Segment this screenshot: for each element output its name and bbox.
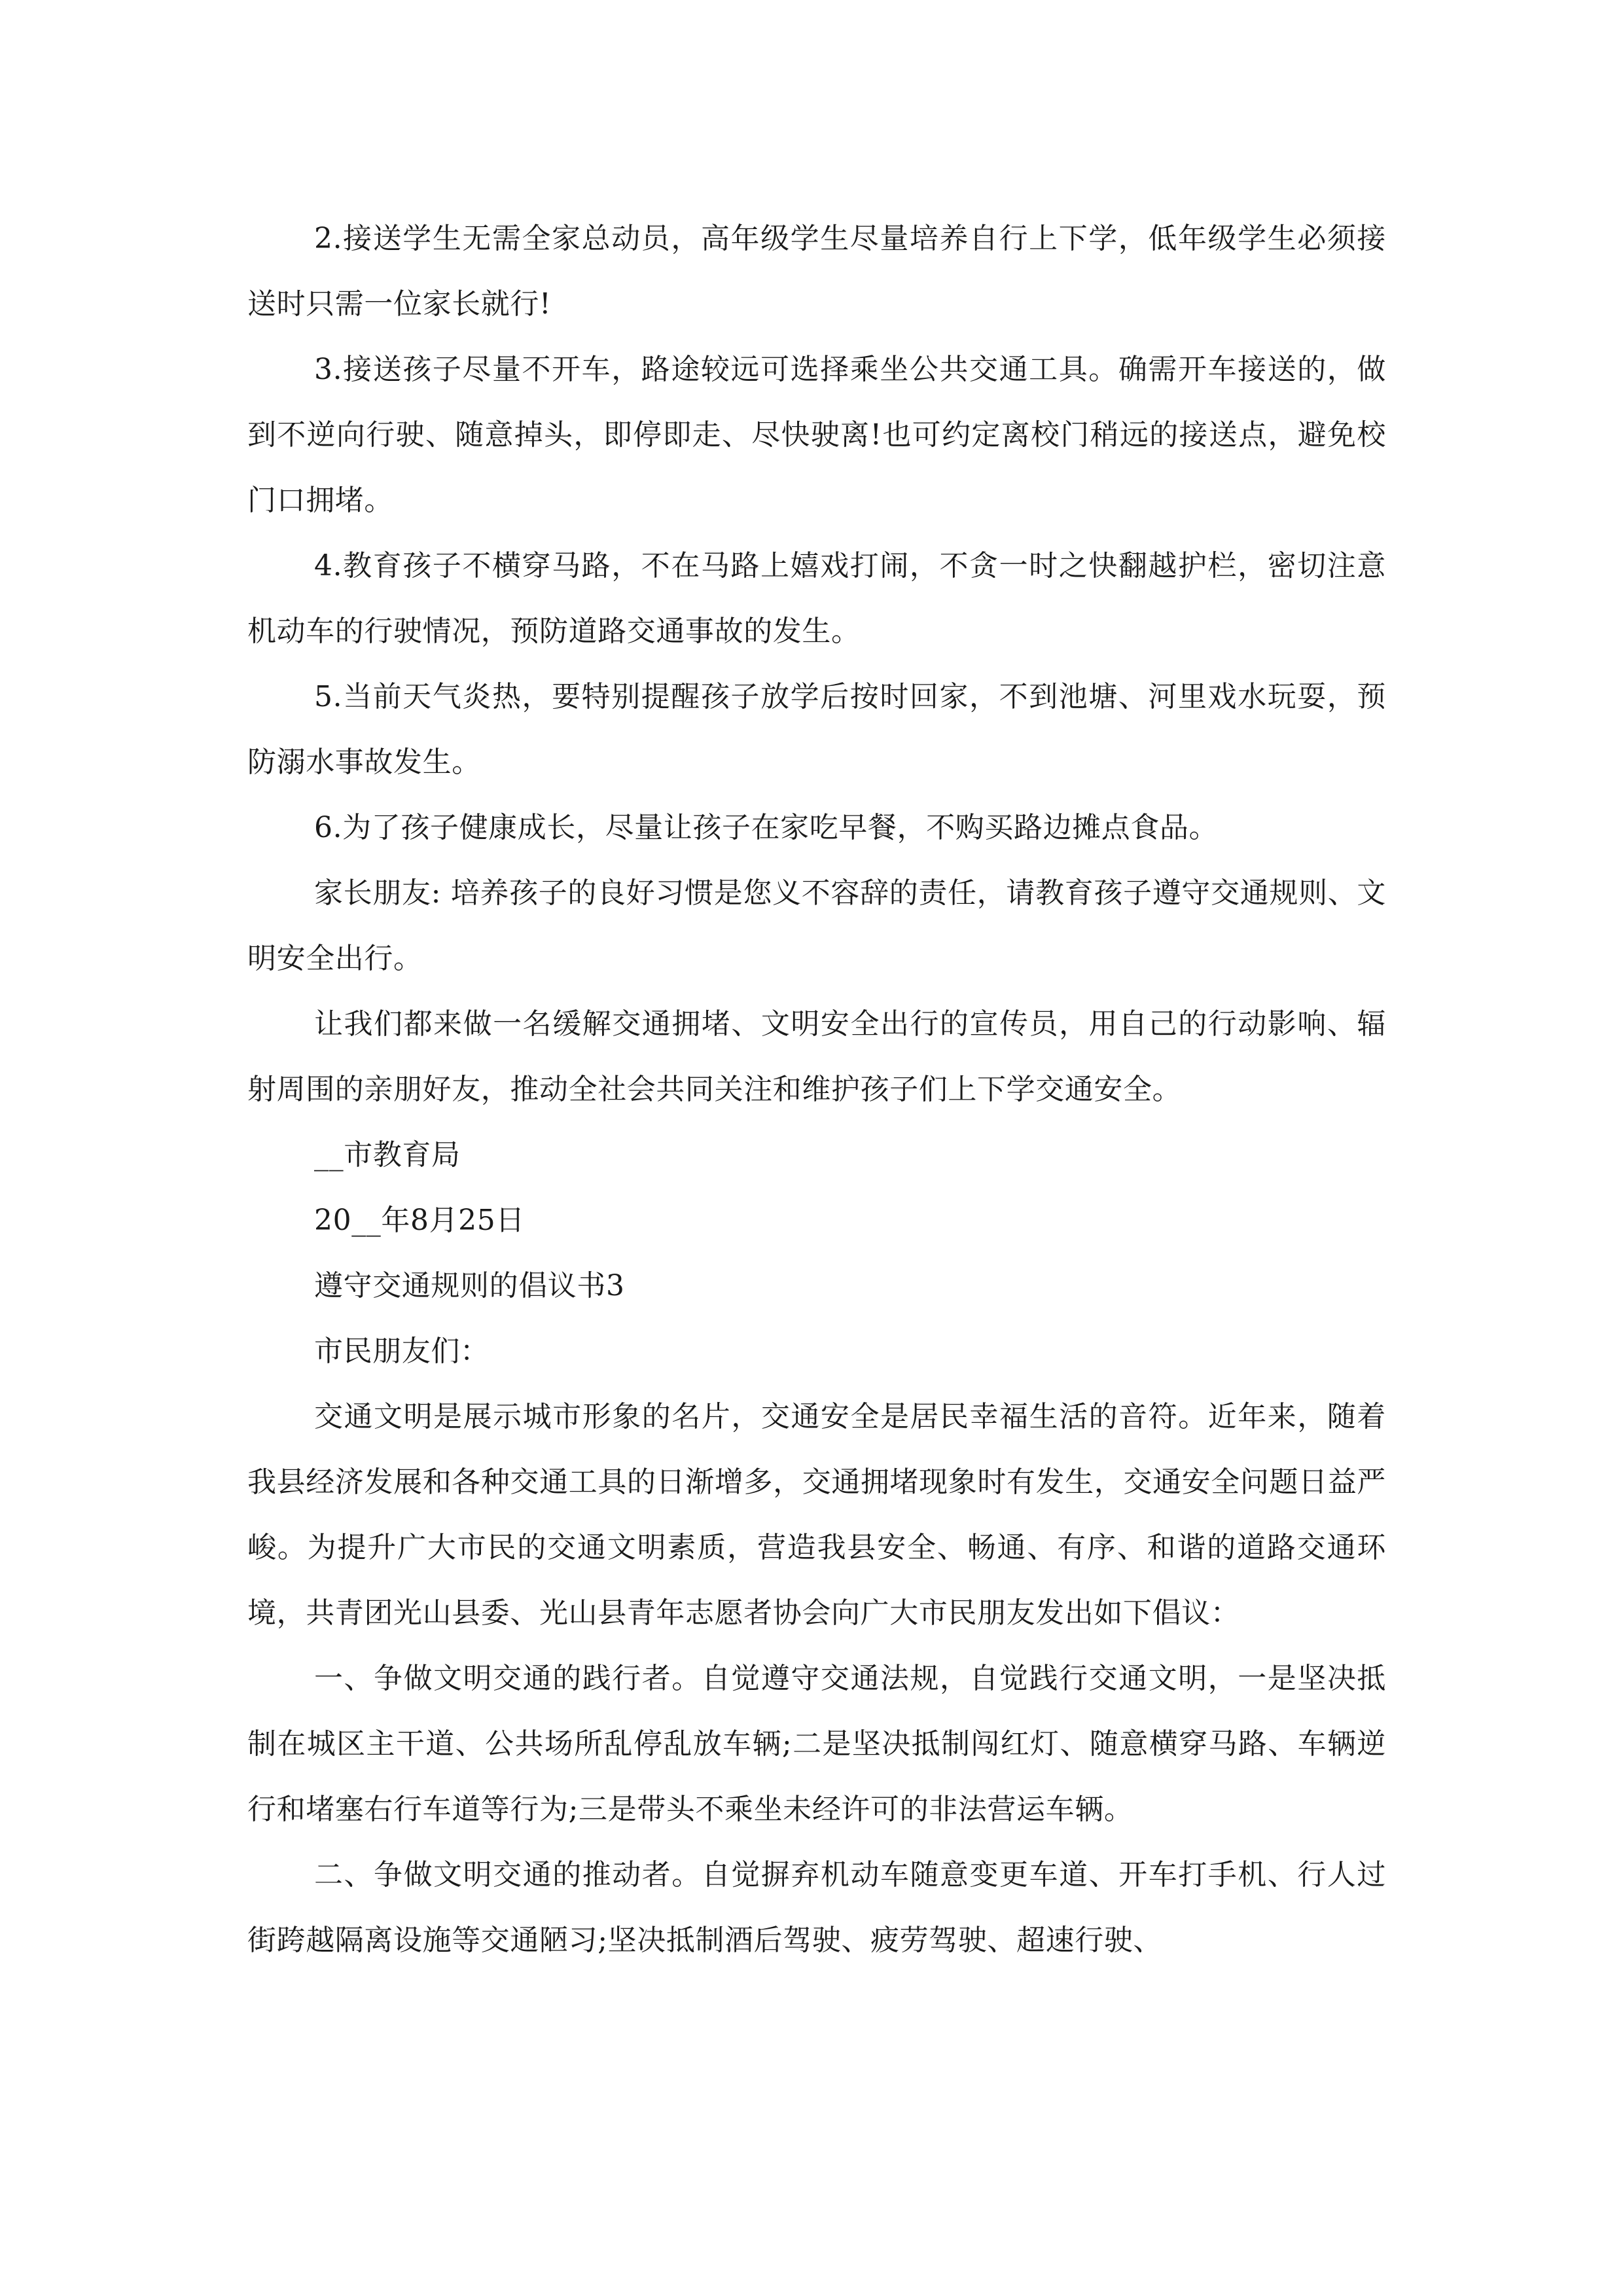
paragraph-item-6: 6.为了孩子健康成长，尽量让孩子在家吃早餐，不购买路边摊点食品。 [314, 811, 1219, 844]
paragraph-item-3: 3.接送孩子尽量不开车，路途较远可选择乘坐公共交通工具。确需开车接送的，做到不逆向行驶、随意掉头，即停即走、尽快驶离!也可约定离校门稍远的接送点，避免校门口拥堵。 [247, 353, 1386, 517]
paragraph-proposal-2: 二、争做文明交通的推动者。自觉摒弃机动车随意变更车道、开车打手机、行人过街跨越隔离设施等交通陋习;坚决抵制酒后驾驶、疲劳驾驶、超速行驶、 [247, 1858, 1386, 1957]
paragraph-proposal-1: 一、争做文明交通的践行者。自觉遵守交通法规，自觉践行交通文明，一是坚决抵制在城区主干道、公共场所乱停乱放车辆;二是坚决抵制闯红灯、随意横穿马路、车辆逆行和堵塞右行车道等行为;三是带头不乘坐未经许可的非法营运车辆。 [247, 1662, 1386, 1826]
signature-issuer: __市教育局 [314, 1138, 461, 1172]
section-title: 遵守交通规则的倡议书3 [314, 1269, 625, 1302]
signature-date: 20__年8月25日 [314, 1204, 525, 1237]
paragraph-call-to-action: 让我们都来做一名缓解交通拥堵、文明安全出行的宣传员，用自己的行动影响、辐射周围的亲朋好友，推动全社会共同关注和维护孩子们上下学交通安全。 [247, 1007, 1386, 1106]
salutation: 市民朋友们： [314, 1335, 490, 1368]
paragraph-parents-note: 家长朋友: 培养孩子的良好习惯是您义不容辞的责任，请教育孩子遵守交通规则、文明安全出行。 [247, 876, 1386, 975]
paragraph-item-5: 5.当前天气炎热，要特别提醒孩子放学后按时回家，不到池塘、河里戏水玩耍，预防溺水事故发生。 [247, 680, 1386, 779]
paragraph-intro: 交通文明是展示城市形象的名片，交通安全是居民幸福生活的音符。近年来，随着我县经济发展和各种交通工具的日渐增多，交通拥堵现象时有发生，交通安全问题日益严峻。为提升广大市民的交通文明素质，营造我县安全、畅通、有序、和谐的道路交通环境，共青团光山县委、光山县青年志愿者协会向广大市民朋友发出如下倡议： [247, 1400, 1386, 1630]
document-body [247, 206, 1386, 1973]
paragraph-item-4: 4.教育孩子不横穿马路，不在马路上嬉戏打闹，不贪一时之快翻越护栏，密切注意机动车的行驶情况，预防道路交通事故的发生。 [247, 549, 1386, 648]
paragraph-item-2: 2.接送学生无需全家总动员，高年级学生尽量培养自行上下学，低年级学生必须接送时只需一位家长就行! [247, 222, 1386, 321]
